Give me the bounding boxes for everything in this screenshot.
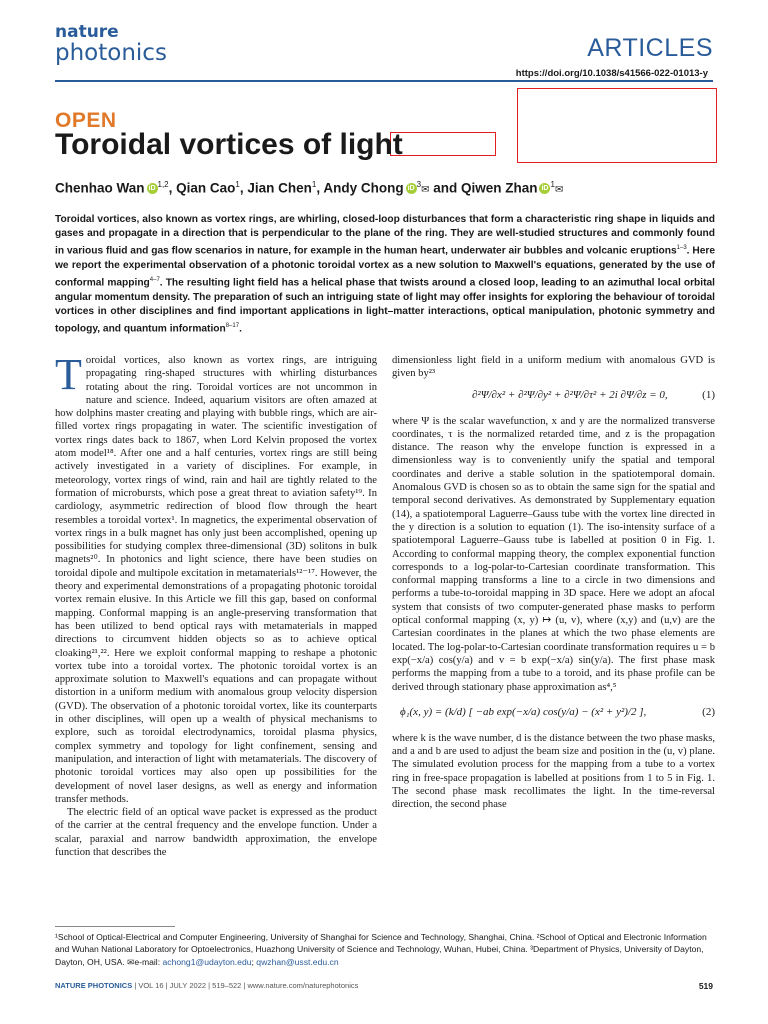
paragraph-wavefunction: where Ψ is the scalar wavefunction, x and y are the normalized transverse coordinates, τ is the normalized retarded time, and z is the propagation distance. The reason why the envelope function is expressed in a dimensionless way is to conveniently unify the spatial and temporal coordinates and derive a stable solution in the spatiotemporal domain. Anomalous GVD is chosen so as to obtain the same sign for the spatial and temporal second derivatives. As demonstrated by Supplementary equation (14), a spatiotemporal Laguerre–Gauss tube with the vortex line directed in the y direction is a solution to equation (1). The iso-intensity surface of a spatiotemporal Laguerre–Gauss tube is labelled at position 0 in Fig. 1. According to conformal mapping theory, the complex exponential function corresponds to a log-polar-to-Cartesian coordinate transformation. This conformal mapping transforms a line to a circle in two dimensions and performs a tube-to-toroidal mapping in 3D space. Here we adopt an afocal system that consists of two computer-generated phase masks to perform optical conformal mapping (x, y) ↦ (u, v), where (x,y) and (u,v) are the Cartesian coordinates in the planes at which the two phase elements are located. The log-polar-to-Cartesian coordinate transformation requires u = b exp(−x/a) cos(y/a) and v = b exp(−x/a) sin(y/a). The first phase mask performs the mapping from a tube to a toroid, and its phase profile can be derived through stationary phase approximation as⁴,⁵: [392, 415, 715, 693]
doi-link[interactable]: https://doi.org/10.1038/s41566-022-01013-y: [515, 68, 708, 79]
orcid-icon[interactable]: iD: [407, 185, 415, 193]
equation-1: ∂²Ψ/∂x² + ∂²Ψ/∂y² + ∂²Ψ/∂τ² + 2i ∂Ψ/∂z = 0, (1): [472, 388, 715, 401]
email-link-chong[interactable]: achong1@udayton.edu: [162, 956, 252, 967]
equation-2-number: (2): [702, 705, 715, 718]
orcid-icon[interactable]: iD: [148, 185, 156, 193]
author-affiliation: 1,2: [157, 180, 169, 189]
orcid-icon[interactable]: iD: [541, 185, 549, 193]
author-affiliation: 3: [416, 180, 422, 189]
author-affiliation: 1: [550, 180, 555, 189]
logo-photonics: photonics: [55, 40, 167, 66]
paragraph-wave-number: where k is the wave number, d is the distance between the two phase masks, and a and b are used to adjust the beam size and position in the (u, v) plane. The simulated evolution process for the mapping from a tube to a vortex ring in free-space propagation is labelled at positions from 1 to 5 in Fig. 1. The second phase mask recollimates the light. In the time-reversal direction, the second phase: [392, 732, 715, 811]
paragraph-envelope: The electric field of an optical wave packet is expressed as the product of the carrier at the central frequency and the envelope function. Under a scalar, paraxial and narrow bandwidth approximation, the envelope function that describes the: [55, 807, 377, 858]
annotation-box-header: [517, 88, 717, 163]
body-column-left: [55, 350, 377, 859]
logo-nature: nature: [55, 22, 119, 42]
author-name[interactable]: Andy Chong: [323, 180, 404, 196]
abstract: Toroidal vortices, also known as vortex rings, are whirling, closed-loop disturbances that form a characteristic ring shape in liquids and gases and propagate in a direction that is perpendicular to the plane of the ring. They are well-studied structures and commonly found in various fluid and gas flow scenarios in nature, for example in the human heart, underwater air bubbles and volcanic eruptions$^{1-3}$. Here we report the experimental observation of a photonic toroidal vortex as a new solution to Maxwell's equations, generated by the use of conformal mapping$^{4-7}$. The resulting light field has a helical phase that twists around a closed loop, leading to an azimuthal local orbital angular momentum density. The preparation of such an intriguing state of light may offer insights for exploring the behaviour of toroidal vortices in other disciplines and find important applications in light–matter interactions, optical manipulation, photonic symmetry and topology, and quantum information$^{8-17}$.: [55, 214, 715, 335]
author-affiliation: 1: [235, 180, 240, 189]
author-name[interactable]: Chenhao Wan: [55, 180, 145, 196]
page-footer: [55, 981, 713, 990]
footer-meta[interactable]: | VOL 16 | JULY 2022 | 519–522 | www.nature.com/naturephotonics: [132, 981, 359, 990]
annotation-box-title: [390, 132, 496, 156]
equation-2: ϕ₁(x, y) = (k/d) [ −ab exp(−x/a) cos(y/a) − (x² + y²)/2 ], (2): [400, 705, 715, 718]
author-list: Chenhao Wan iD $^{1,2}$, Qian Cao$^1$, Jian Chen$^1$, Andy Chong iD $^3$✉ and Qiwen Zhan iD $^1$✉: [55, 180, 564, 196]
footer-journal: NATURE PHOTONICS: [55, 981, 133, 990]
drop-cap: T: [55, 350, 82, 399]
page-number: 519: [698, 981, 713, 991]
author-name[interactable]: Jian Chen: [247, 180, 312, 196]
section-label: ARTICLES: [587, 34, 713, 62]
author-name[interactable]: Qian Cao: [176, 180, 236, 196]
author-affiliation: 1: [311, 180, 317, 189]
paragraph-intro: Toroidal vortices, also known as vortex rings, are intriguing propagating ring-shaped structures with whirling disturbances rotating about the ring. Toroidal vortices are not uncommon in nature and science. Indeed, aquarium visitors are often amazed at how dolphins master creating and playing with bubble rings, which are air-filled vortex rings propagating in water. The scientific investigation of vortex rings dates back to 1867, when Lord Kelvin proposed the vortex atom model¹⁸. After one and a half centuries, vortex rings are still being actively investigated in a variety of disciplines. For example, in meteorology, vortex rings of wind, rain and hail are tightly related to the formation of microbursts, which pose a great threat to aviation safety¹⁹. In cardiology, asymmetric redirection of blood flow through the heart resembles a toroidal vortex¹. In magnetics, the experimental observation of vortex rings in a bulk magnet has only just been accomplished, opening up possibilities for studying complex three-dimensional (3D) solitons in bulk magnets²⁰. In photonics and light science, there have been studies on toroidal dipole and multipole excitation in metamaterials¹²⁻¹⁷. However, the theory and experimental demonstrations of a propagating photonic toroidal vortex remain elusive. In this Article we fill this gap, based on conformal mapping. Conformal mapping is an angle-preserving transformation that has been utilized to bend optical rays with metamaterials in mapped directions to circumvent hidden objects so as to achieve optical cloaking²¹,²². Here we exploit conformal mapping to reshape a photonic vortex tube into a toroidal vortex. The photonic toroidal vortex is an approximate solution to Maxwell's equations and can propagate without distortion in a uniform medium with anomalous group velocity dispersion (GVD). The observation of a photonic toroidal vortex, like its counterparts in other disciplines, will open up a wealth of physical mechanisms to explore, such as toroidal electrodynamics, toroidal plasma physics, complex symmetry and topology for light confinement, sensing and manipulation, and interaction of light with metamaterials. The discovery of photonic toroidal vortices may also open up possibilities for the development of novel laser designs, as well as energy and information transfer methods.: [55, 350, 377, 805]
paragraph-gvd: dimensionless light field in a uniform medium with anomalous GVD is given by²³: [392, 355, 715, 380]
journal-logo[interactable]: [55, 24, 167, 65]
affiliations: ¹School of Optical-Electrical and Computer Engineering, University of Shanghai for Science and Technology, Shanghai, China. ²School of Optical and Electronic Information and Wuhan National Laboratory for Optoelectronics, Huazhong University of Science and Technology, Wuhan, Hubei, China. ³Department of Physics, University of Dayton, Dayton, OH, USA. ✉e-mail: achong1@udayton.edu; qwzhan@usst.edu.cn: [55, 932, 707, 967]
author-name[interactable]: Qiwen Zhan: [460, 180, 538, 196]
email-icon[interactable]: ✉: [421, 184, 430, 196]
equation-1-number: (1): [702, 388, 715, 401]
email-link-zhan[interactable]: qwzhan@usst.edu.cn: [256, 956, 339, 967]
email-icon[interactable]: ✉: [554, 184, 564, 196]
article-title: Toroidal vortices of light: [55, 128, 403, 161]
footnote-rule: [55, 926, 175, 927]
header-rule: [55, 80, 713, 82]
body-column-right: [392, 354, 715, 812]
open-access-label: OPEN: [55, 109, 117, 132]
